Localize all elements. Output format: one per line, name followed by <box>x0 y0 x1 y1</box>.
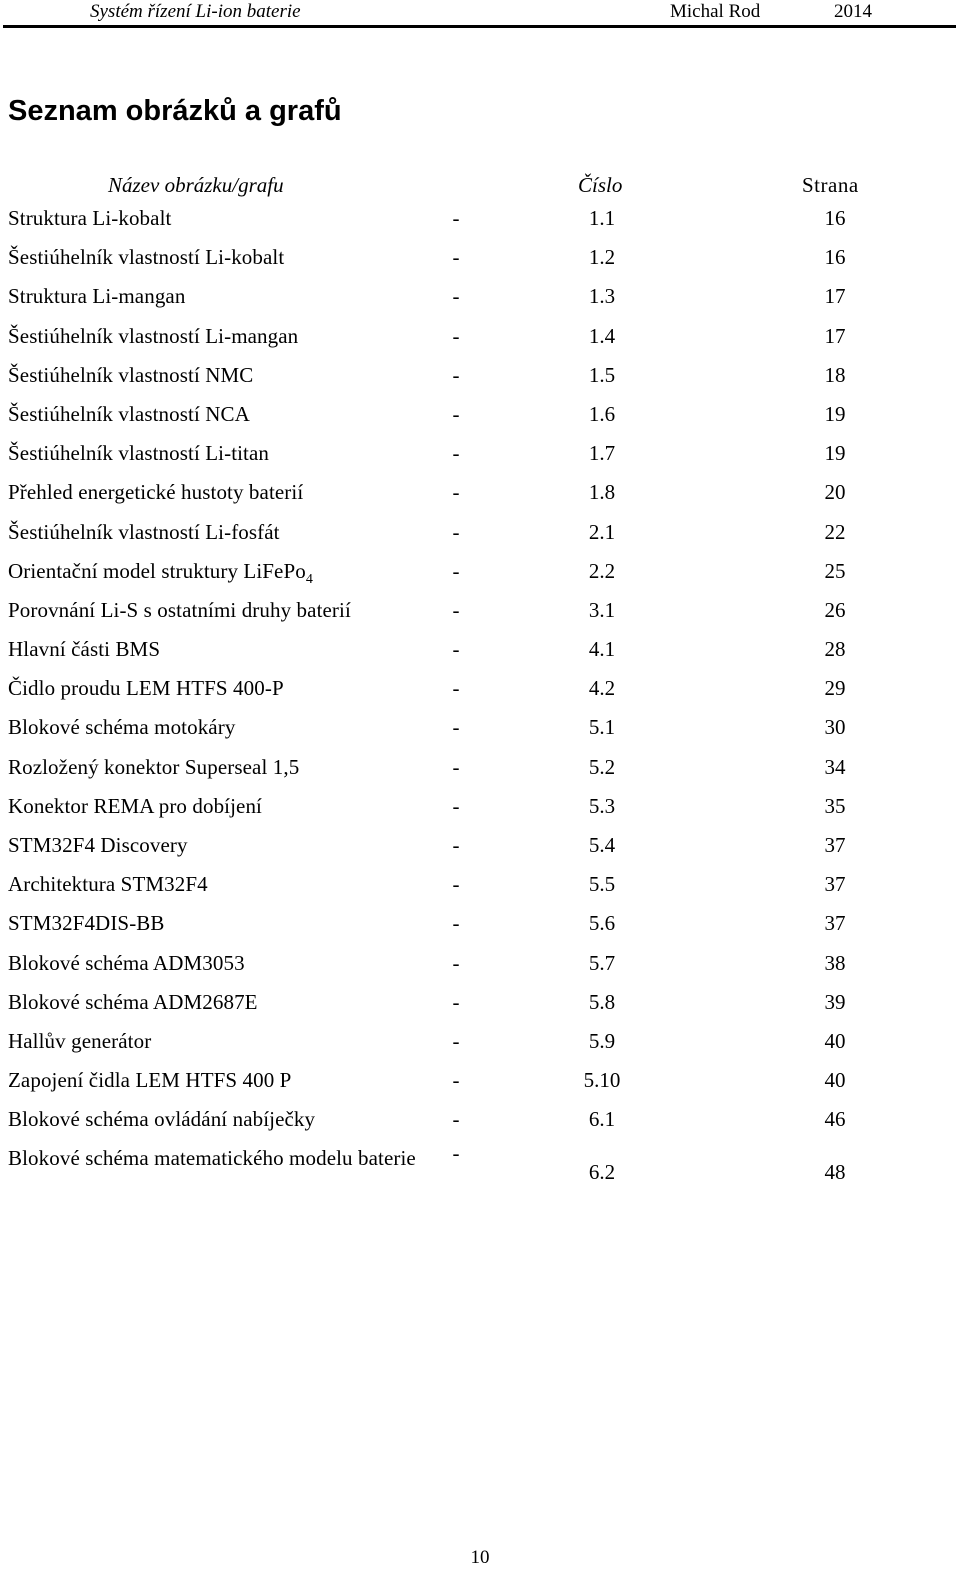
figure-page: 19 <box>824 441 846 466</box>
figure-number: 1.3 <box>588 284 616 309</box>
separator-dash: - <box>452 558 460 583</box>
figure-page: 26 <box>824 597 846 622</box>
figure-name: Blokové schéma matematického modelu baterie <box>8 1145 416 1170</box>
separator-dash: - <box>452 676 460 701</box>
figure-list <box>0 198 960 1209</box>
figure-name-subscript: 4 <box>305 571 313 587</box>
figure-name: STM32F4 Discovery <box>8 833 188 857</box>
list-item <box>0 786 960 825</box>
figure-number: 5.4 <box>588 833 616 857</box>
separator-dash: - <box>452 1140 460 1165</box>
list-item <box>0 707 960 746</box>
figure-number: 1.2 <box>588 245 616 270</box>
figure-page: 18 <box>824 362 846 387</box>
figure-page: 46 <box>824 1107 846 1132</box>
list-item <box>0 982 960 1021</box>
figure-page: 22 <box>824 519 846 544</box>
figure-name: Blokové schéma motokáry <box>8 715 236 740</box>
separator-dash: - <box>452 754 460 779</box>
list-item <box>0 1060 960 1099</box>
list-item <box>0 1139 960 1209</box>
figure-number: 5.5 <box>588 872 616 897</box>
separator-dash: - <box>452 206 460 230</box>
figure-name: Struktura Li-kobalt <box>8 206 172 230</box>
figure-page: 29 <box>824 676 846 701</box>
figure-page: 40 <box>824 1028 846 1053</box>
list-item <box>0 472 960 511</box>
figure-page: 17 <box>824 284 846 309</box>
figure-name: Čidlo proudu LEM HTFS 400-P <box>8 676 284 701</box>
figure-name: Hlavní části BMS <box>8 637 161 662</box>
separator-dash: - <box>452 284 460 309</box>
figure-name: Zapojení čidla LEM HTFS 400 P <box>8 1068 292 1093</box>
figure-page: 37 <box>824 833 846 857</box>
separator-dash: - <box>452 519 460 544</box>
list-item <box>0 590 960 629</box>
figure-page: 35 <box>824 793 846 818</box>
figure-page: 17 <box>824 323 846 348</box>
separator-dash: - <box>452 401 460 426</box>
column-header-number: Číslo <box>578 173 623 197</box>
list-item <box>0 276 960 315</box>
figure-name: Šestiúhelník vlastností Li-titan <box>8 441 270 466</box>
separator-dash: - <box>452 950 460 975</box>
figure-page: 48 <box>824 1159 846 1184</box>
list-item <box>0 355 960 394</box>
figure-name: Šestiúhelník vlastností Li-kobalt <box>8 245 285 270</box>
figure-number: 5.1 <box>588 715 616 740</box>
figure-name: Struktura Li-mangan <box>8 284 186 309</box>
list-item <box>0 629 960 668</box>
figure-number: 5.3 <box>588 793 616 818</box>
list-item <box>0 864 960 903</box>
figure-page: 37 <box>824 872 846 897</box>
list-item <box>0 747 960 786</box>
figure-number: 1.6 <box>588 401 616 426</box>
column-header-page: Strana <box>802 173 859 197</box>
figure-number: 6.2 <box>588 1159 616 1184</box>
figure-page: 30 <box>824 715 846 740</box>
list-item <box>0 551 960 590</box>
separator-dash: - <box>452 362 460 387</box>
figure-page: 25 <box>824 558 846 583</box>
list-item <box>0 1099 960 1138</box>
figure-number: 1.4 <box>588 323 616 348</box>
page-title: Seznam obrázků a grafů <box>8 95 342 127</box>
figure-page: 37 <box>824 911 846 936</box>
separator-dash: - <box>452 1068 460 1093</box>
list-item <box>0 903 960 942</box>
figure-name: Porovnání Li-S s ostatními druhy baterií <box>8 597 351 622</box>
figure-page: 40 <box>824 1068 846 1093</box>
figure-name: Rozložený konektor Superseal 1,5 <box>8 754 300 779</box>
figure-number: 5.6 <box>588 911 616 936</box>
list-item <box>0 1021 960 1060</box>
list-item <box>0 433 960 472</box>
list-item <box>0 198 960 237</box>
figure-number: 5.2 <box>588 754 616 779</box>
list-item <box>0 825 960 864</box>
figure-name: Přehled energetické hustoty baterií <box>8 480 304 505</box>
separator-dash: - <box>452 872 460 897</box>
figure-number: 5.8 <box>588 989 616 1014</box>
separator-dash: - <box>452 597 460 622</box>
separator-dash: - <box>452 793 460 818</box>
header-document-title: Systém řízení Li-ion baterie <box>90 1 301 22</box>
list-item <box>0 316 960 355</box>
figure-page: 16 <box>824 206 846 230</box>
figure-page: 39 <box>824 989 846 1014</box>
list-item <box>0 943 960 982</box>
list-item <box>0 668 960 707</box>
figure-number: 2.1 <box>588 519 616 544</box>
separator-dash: - <box>452 323 460 348</box>
separator-dash: - <box>452 480 460 505</box>
page-header <box>0 0 960 28</box>
figure-name: Šestiúhelník vlastností Li-fosfát <box>8 519 280 544</box>
column-header-name: Název obrázku/grafu <box>108 173 284 197</box>
figure-page: 34 <box>824 754 846 779</box>
figure-number: 2.2 <box>588 558 616 583</box>
figure-number: 5.7 <box>588 950 616 975</box>
figure-number: 6.1 <box>588 1107 616 1132</box>
figure-name: Konektor REMA pro dobíjení <box>8 793 262 818</box>
figure-number: 4.2 <box>588 676 616 701</box>
figure-number: 1.7 <box>588 441 616 466</box>
separator-dash: - <box>452 989 460 1014</box>
figure-page: 28 <box>824 637 846 662</box>
figure-number: 5.10 <box>583 1068 621 1093</box>
figure-name: Architektura STM32F4 <box>8 872 208 897</box>
separator-dash: - <box>452 245 460 270</box>
figure-name: Šestiúhelník vlastností Li-mangan <box>8 323 299 348</box>
page-number: 10 <box>470 1547 490 1568</box>
header-year: 2014 <box>834 1 872 22</box>
figure-number: 3.1 <box>588 597 616 622</box>
figure-number: 4.1 <box>588 637 616 662</box>
header-rule <box>3 25 956 28</box>
figure-name: Blokové schéma ADM3053 <box>8 950 245 975</box>
figure-name: Šestiúhelník vlastností NCA <box>8 401 250 426</box>
separator-dash: - <box>452 1028 460 1053</box>
separator-dash: - <box>452 833 460 857</box>
separator-dash: - <box>452 637 460 662</box>
separator-dash: - <box>452 441 460 466</box>
separator-dash: - <box>452 911 460 936</box>
figure-number: 1.1 <box>588 206 616 230</box>
figure-page: 20 <box>824 480 846 505</box>
list-item <box>0 237 960 276</box>
figure-number: 1.5 <box>588 362 616 387</box>
figure-name: Blokové schéma ovládání nabíječky <box>8 1107 316 1132</box>
figure-page: 19 <box>824 401 846 426</box>
figure-name: Orientační model struktury LiFePo$_4$ <box>8 558 313 587</box>
list-item <box>0 394 960 433</box>
figure-name: STM32F4DIS-BB <box>8 911 165 936</box>
figure-name: Blokové schéma ADM2687E <box>8 989 258 1014</box>
figure-name: Hallův generátor <box>8 1028 152 1053</box>
separator-dash: - <box>452 1107 460 1132</box>
figure-number: 5.9 <box>588 1028 616 1053</box>
separator-dash: - <box>452 715 460 740</box>
figure-page: 16 <box>824 245 846 270</box>
header-author: Michal Rod <box>670 1 761 22</box>
list-item <box>0 512 960 551</box>
figure-name: Šestiúhelník vlastností NMC <box>8 362 254 387</box>
figure-number: 1.8 <box>588 480 616 505</box>
figure-page: 38 <box>824 950 846 975</box>
